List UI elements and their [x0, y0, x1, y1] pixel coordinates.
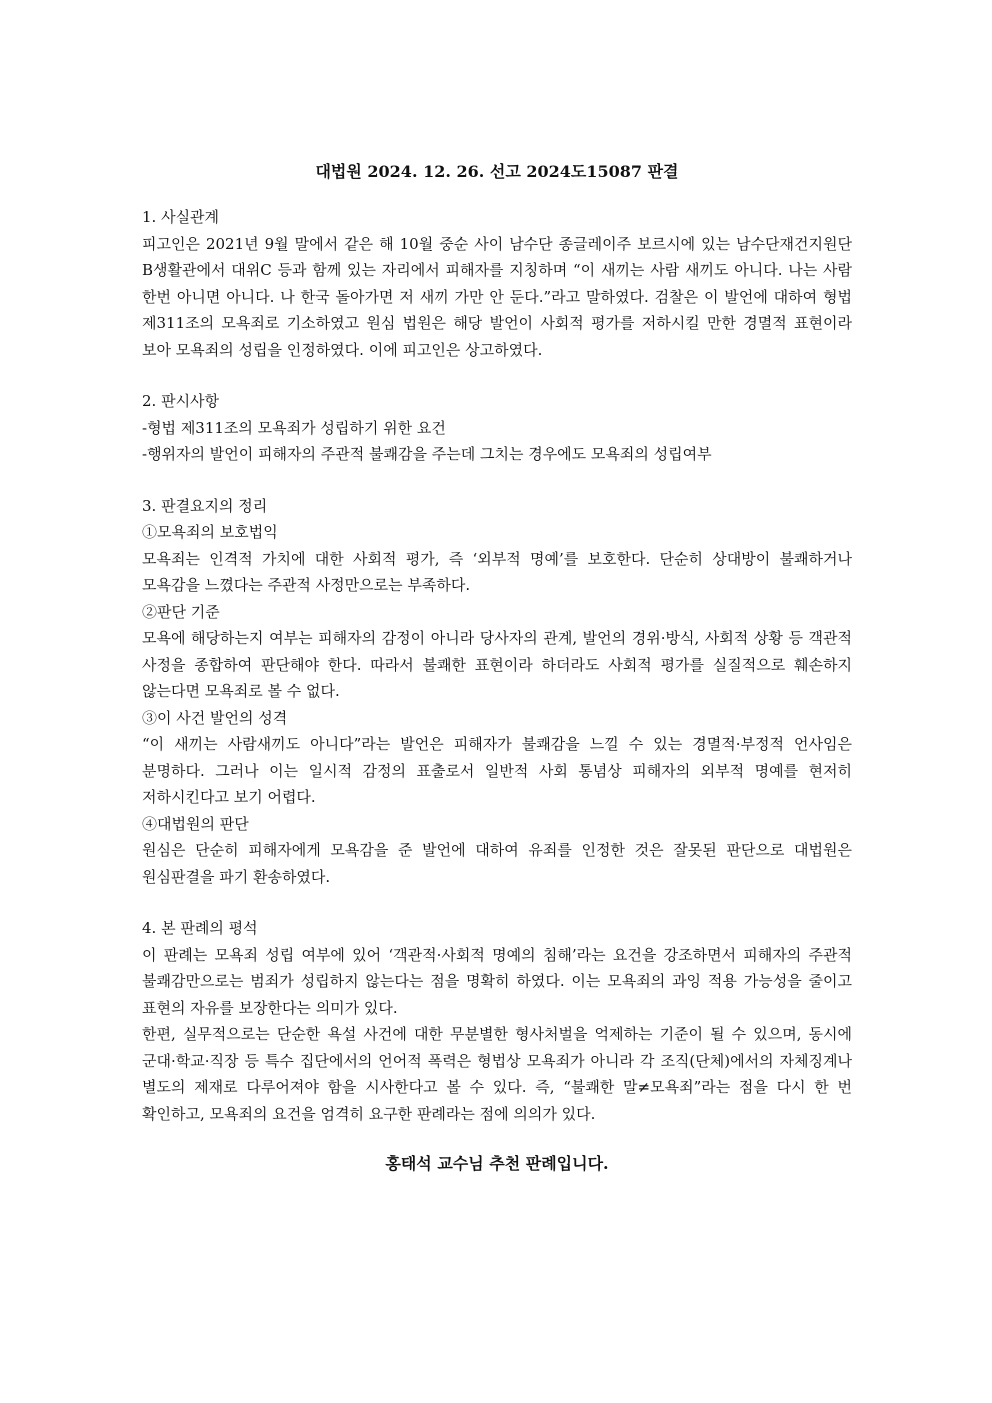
paragraph: -형법 제311조의 모욕죄가 성립하기 위한 요건: [142, 418, 446, 437]
paragraph: 이 판례는 모욕죄 성립 여부에 있어 ‘객관적·사회적 명예의 침해’라는 요건을 강조하면서 피해자의 주관적 불쾌감만으로는 범죄가 성립하지 않는다는 점을 명확히 하였다. 이는 모욕죄의 과잉 적용 가능성을 줄이고 표현의 자유를 보장한다는 의미가 있다.: [142, 945, 852, 1017]
paragraph: “이 새끼는 사람새끼도 아니다”라는 발언은 피해자가 불쾌감을 느낄 수 있는 경멸적·부정적 언사임은 분명하다. 그러나 이는 일시적 감정의 표출로서 일반적 사회 통념상 피해자의 외부적 명예를 현저히 저하시킨다고 보기 어렵다.: [142, 735, 852, 806]
paragraph: 피고인은 2021년 9월 말에서 같은 해 10월 중순 사이 남수단 종글레이주 보르시에 있는 남수단재건지원단 B생활관에서 대위C 등과 함께 있는 자리에서 피해자를 지칭하며 “이 새끼는 사람 새끼도 아니다. 나는 사람 한번 아니면 아니다. 나 한국 돌아가면 저 새끼 가만 안 둔다.”라고 말하였다. 검찰은 이 발언에 대하여 형법 제311조의 모욕죄로 기소하였고 원심 법원은 해당 발언이 사회적 평가를 저하시킬 만한 경멸적 표현이라 보아 모욕죄의 성립을 인정하였다. 이에 피고인은 상고하였다.: [142, 234, 852, 359]
section-commentary: [142, 915, 852, 1127]
paragraph: -행위자의 발언이 피해자의 주관적 불쾌감을 주는데 그치는 경우에도 모욕죄의 성립여부: [142, 445, 712, 463]
document-title: 대법원 2024. 12. 26. 선고 2024도15087 판결: [315, 162, 679, 181]
section-summary: [142, 493, 852, 891]
subheading: ②판단 기준: [142, 602, 220, 621]
paragraph: 원심은 단순히 피해자에게 모욕감을 준 발언에 대하여 유죄를 인정한 것은 잘못된 판단으로 대법원은 원심판결을 파기 환송하였다.: [142, 841, 852, 886]
paragraph: 한편, 실무적으로는 단순한 욕설 사건에 대한 무분별한 형사처벌을 억제하는 기준이 될 수 있으며, 동시에 군대·학교·직장 등 특수 집단에서의 언어적 폭력은 형법상 모욕죄가 아니라 각 조직(단체)에서의 자체징계나 별도의 제재로 다루어져야 함을 시사한다고 볼 수 있다. 즉, “불쾌한 말≠모욕죄”라는 점을 다시 한 번 확인하고, 모욕죄의 요건을 엄격히 요구한 판례라는 점에 의의가 있다.: [142, 1025, 852, 1123]
paragraph: 모욕에 해당하는지 여부는 피해자의 감정이 아니라 당사자의 관계, 발언의 경위·방식, 사회적 상황 등 객관적 사정을 종합하여 판단해야 한다. 따라서 불쾌한 표현이라 하더라도 사회적 평가를 실질적으로 훼손하지 않는다면 모욕죄로 볼 수 없다.: [142, 629, 852, 700]
subheading: ④대법원의 판단: [142, 814, 249, 833]
section-facts: [142, 204, 852, 363]
subheading: ①모욕죄의 보호법익: [142, 523, 278, 541]
section-heading: 3. 판결요지의 정리: [142, 496, 268, 515]
section-holdings: [142, 388, 852, 468]
subheading: ③이 사건 발언의 성격: [142, 708, 288, 727]
document-page: [142, 158, 852, 1178]
section-heading: 2. 판시사항: [142, 392, 220, 410]
section-heading: 1. 사실관계: [142, 208, 220, 226]
section-heading: 4. 본 판례의 평석: [142, 919, 258, 937]
paragraph: 모욕죄는 인격적 가치에 대한 사회적 평가, 즉 ‘외부적 명예’를 보호한다. 단순히 상대방이 불쾌하거나 모욕감을 느꼈다는 주관적 사정만으로는 부족하다.: [142, 549, 852, 594]
document-footer: 홍태석 교수님 추천 판례입니다.: [385, 1154, 609, 1173]
